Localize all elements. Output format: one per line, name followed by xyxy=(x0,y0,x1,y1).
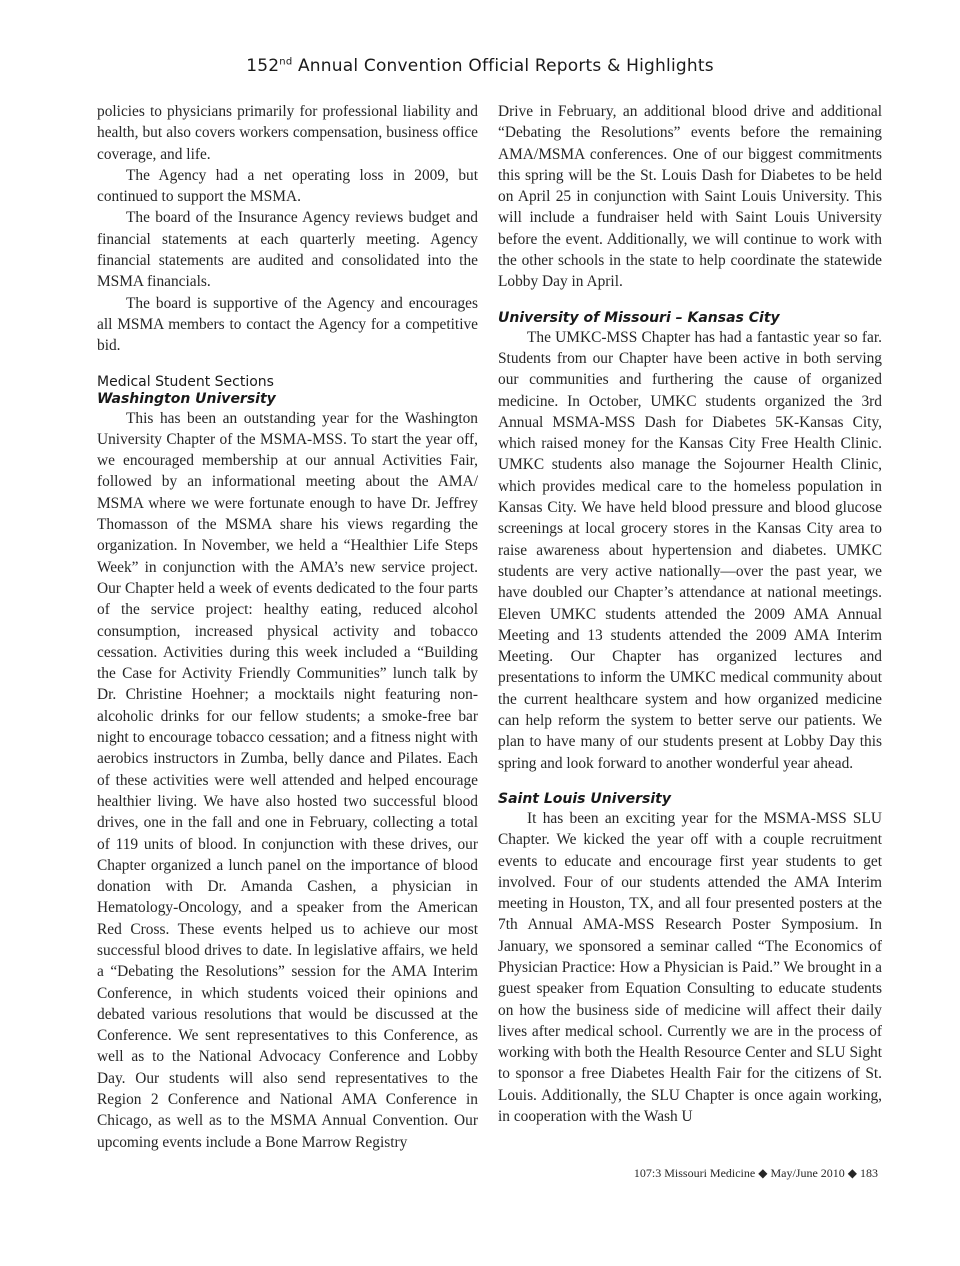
right-column xyxy=(498,101,882,1127)
subheading: University of Missouri – Kansas City xyxy=(498,309,780,326)
spacer xyxy=(498,774,882,791)
paragraph: It has been an exciting year for the MSMA-MSS SLU Chapter. We kicked the year off with a couple recruitment events to educate and encourage first year students to get involved. Four of our students attended the AMA Interim meeting in Houston, TX, and all four presented posters at the 7th Annual AMA-MSS Research Poster Symposium. In January, we sponsored a seminar called “The Economics of Physician Practice: How a Physician is Paid.” We brought in a guest speaker from Equation Consulting to educate students on how the business side of medicine will affect their daily lives after medical school. Currently we are in the process of working with both the Health Resource Center and SLU Sight to sponsor a free Diabetes Health Fair for the citizens of St. Louis. Additionally, the SLU Chapter is once again working, in cooperation with the Wash U xyxy=(498,809,882,1126)
subheading: Washington University xyxy=(97,390,276,407)
subheading: Saint Louis University xyxy=(498,790,671,807)
paragraph: The UMKC-MSS Chapter has had a fantastic year so far. Students from our Chapter have been active in both serving our communities and furthering the cause of organized medicine. In October, UMKC students organized the 3rd Annual MSMA-MSS Dash for Diabetes 5K-Kansas City, which raised money for the Kansas City Free Health Clinic. UMKC students also manage the Sojourner Health Clinic, which provides medical care to the homeless population in Kansas City. We have held blood pressure and blood glucose screenings at local grocery stores in the Kansas City area to raise awareness about hypertension and diabetes. UMKC students are very active nationally—over the past year, we have doubled our Chapter’s attendance at national meetings. Eleven UMKC students attended the 2009 AMA Annual Meeting and 13 students attended the 2009 AMA Interim Meeting. Our Chapter has organized lectures and presentations to inform the UMKC medical community about the current healthcare system and how organized medicine can help reform the system to better serve our patients. We plan to have many of our students present at Lobby Day this spring and look forward to another wonderful year ahead. xyxy=(498,328,882,772)
paragraph: The board of the Insurance Agency reviews budget and financial statements at each quarterly meeting. Agency financial statements are audited and consolidated into the MSMA financials. xyxy=(97,209,478,291)
page-header xyxy=(0,56,960,76)
paragraph: The board is supportive of the Agency and encourages all MSMA members to contact the Agency for a competitive bid. xyxy=(97,294,478,355)
header-title: Annual Convention Official Reports & Highlights xyxy=(292,56,714,76)
spacer xyxy=(498,293,882,310)
paragraph: This has been an outstanding year for the Washington University Chapter of the MSMA-MSS. To start the year off, we encouraged membership at our annual Activities Fair, followed by an informational meeting about the AMA/ MSMA where we were fortunate enough to have Dr. Jeffrey Thomasson of the MSMA share his views regarding the organization. In November, we held a “Healthier Life Steps Week” in conjunction with the AMA’s new service project. Our Chapter held a week of events dedicated to the four parts of the service project: healthy eating, reduced alcohol consumption, increased physical activity and tobacco cessation. Activities during this week included a “Building the Case for Activity Friendly Communities” lunch talk by Dr. Christine Hoehner; a mocktails night featuring non-alcoholic drinks for our fellow students; a smoke-free bar night to encourage tobacco cessation; and a fitness night with aerobics instructors in Zumba, belly dance and Pilates. Each of these activities were well attended and helped encourage healthier living. We have also hosted two successful blood drives, one in the fall and one in February, collecting a total of 119 units of blood. In conjunction with these drives, our Chapter organized a lunch panel on the importance of blood donation with Dr. Amanda Cashen, a physician in Hematology-Oncology, and a speaker from the American Red Cross. These events helped us to achieve our most successful blood drives to date. In legislative affairs, we held a “Debating the Resolutions” session for the AMA Interim Conference, in which students voiced their opinions and debated various resolutions that would be discussed at the Conference. We sent representatives to this Conference, as well as to the National Advocacy Conference and Lobby Day. Our students will also send representatives to the Region 2 Conference and National AMA Conference in Chicago, as well as to the MSMA Annual Convention. Our upcoming events include a Bone Marrow Registry xyxy=(97,409,478,1151)
paragraph: Drive in February, an additional blood drive and additional “Debating the Resolutions” events before the remaining AMA/MSMA conferences. One of our biggest commitments this spring will be the St. Louis Dash for Diabetes to be held on April 25 in conjunction with Saint Louis University. This will include a fundraiser held with Saint Louis University before the event. Additionally, we will continue to work with the other schools in the state to help coordinate the statewide Lobby Day in April. xyxy=(498,103,882,291)
header-superscript: nd xyxy=(279,56,293,68)
paragraph: The Agency had a net operating loss in 2009, but continued to support the MSMA. xyxy=(97,166,478,206)
paragraph: policies to physicians primarily for professional liability and health, but also covers workers compensation, business office coverage, and life. xyxy=(97,103,478,163)
left-column xyxy=(97,101,478,1153)
spacer xyxy=(97,357,478,374)
page-footer: 107:3 Missouri Medicine ◆ May/June 2010 ◆ 183 xyxy=(633,1166,878,1180)
section-title: Medical Student Sections xyxy=(97,373,274,390)
header-number: 152 xyxy=(246,56,280,76)
